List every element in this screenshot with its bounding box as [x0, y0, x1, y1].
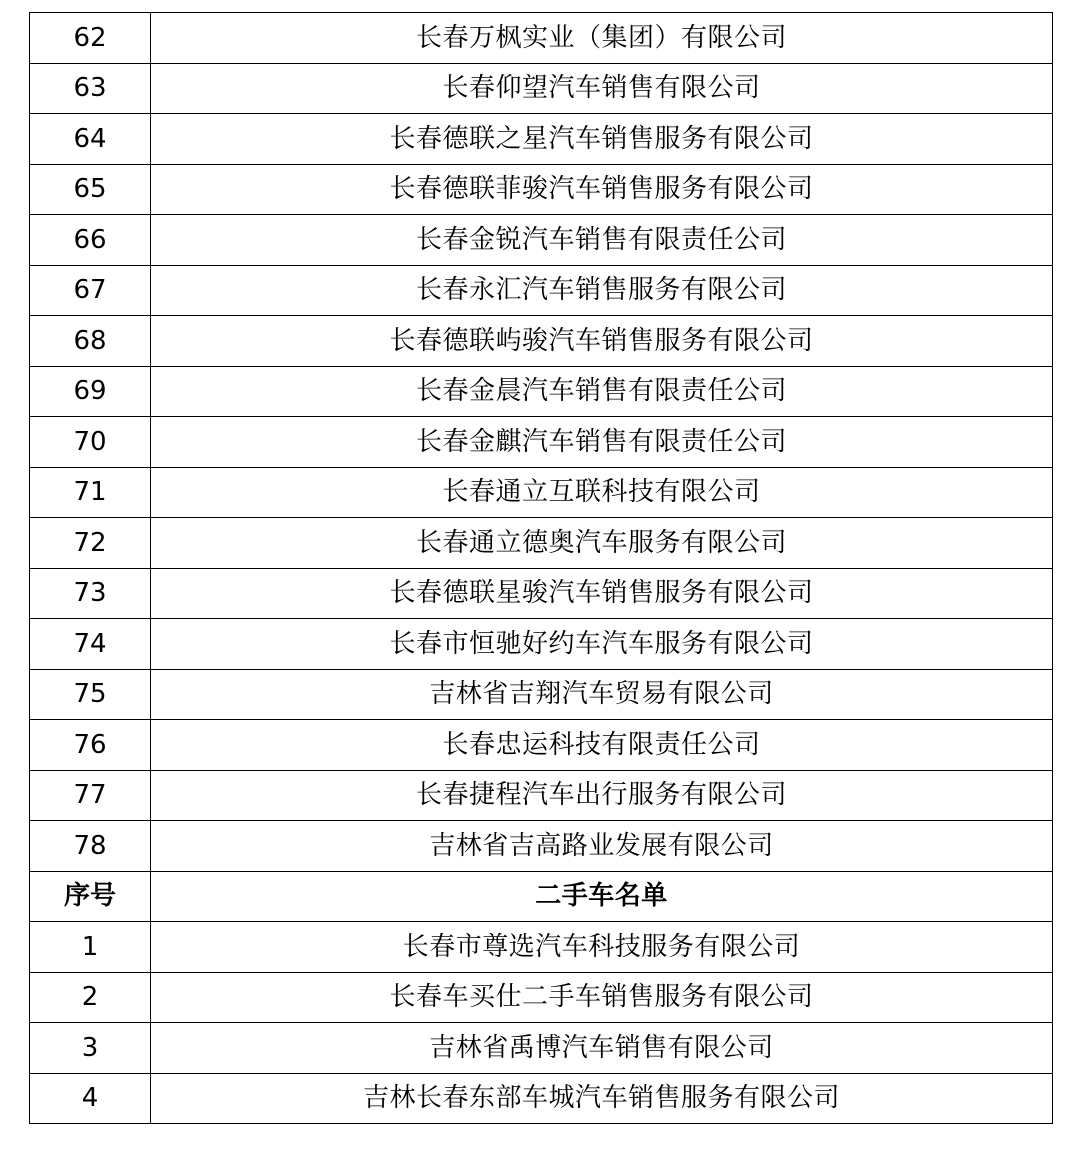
row-number: 76 [30, 720, 151, 771]
company-name: 长春仰望汽车销售有限公司 [151, 63, 1053, 114]
company-name: 长春通立互联科技有限公司 [151, 467, 1053, 518]
row-number: 3 [30, 1023, 151, 1074]
table-row [30, 265, 1053, 316]
company-name: 长春金麒汽车销售有限责任公司 [151, 417, 1053, 468]
table-row [30, 821, 1053, 872]
company-name: 长春永汇汽车销售服务有限公司 [151, 265, 1053, 316]
company-name: 长春忠运科技有限责任公司 [151, 720, 1053, 771]
table-row [30, 215, 1053, 266]
row-number: 4 [30, 1073, 151, 1124]
table-row [30, 568, 1053, 619]
table-row [30, 972, 1053, 1023]
row-number: 65 [30, 164, 151, 215]
company-name: 长春德联之星汽车销售服务有限公司 [151, 114, 1053, 165]
row-number: 73 [30, 568, 151, 619]
company-name: 吉林省禹博汽车销售有限公司 [151, 1023, 1053, 1074]
row-number: 63 [30, 63, 151, 114]
table-row [30, 63, 1053, 114]
row-number: 77 [30, 770, 151, 821]
table-row [30, 316, 1053, 367]
row-number: 2 [30, 972, 151, 1023]
company-name: 长春通立德奥汽车服务有限公司 [151, 518, 1053, 569]
company-name: 长春金锐汽车销售有限责任公司 [151, 215, 1053, 266]
table-row [30, 467, 1053, 518]
row-number: 62 [30, 13, 151, 64]
company-name: 长春德联星骏汽车销售服务有限公司 [151, 568, 1053, 619]
row-number: 74 [30, 619, 151, 670]
company-name: 吉林长春东部车城汽车销售服务有限公司 [151, 1073, 1053, 1124]
row-number: 68 [30, 316, 151, 367]
company-name: 吉林省吉翔汽车贸易有限公司 [151, 669, 1053, 720]
table-row [30, 619, 1053, 670]
company-list-table [29, 12, 1053, 1124]
company-name: 长春金晨汽车销售有限责任公司 [151, 366, 1053, 417]
table-row [30, 417, 1053, 468]
table-row [30, 1023, 1053, 1074]
table-row [30, 922, 1053, 973]
company-name: 长春万枫实业（集团）有限公司 [151, 13, 1053, 64]
company-name: 长春市尊选汽车科技服务有限公司 [151, 922, 1053, 973]
row-number: 1 [30, 922, 151, 973]
table-row [30, 164, 1053, 215]
company-name: 长春德联屿骏汽车销售服务有限公司 [151, 316, 1053, 367]
row-number: 66 [30, 215, 151, 266]
company-name: 长春德联菲骏汽车销售服务有限公司 [151, 164, 1053, 215]
table-row [30, 770, 1053, 821]
section-title: 二手车名单 [151, 871, 1053, 922]
row-number: 75 [30, 669, 151, 720]
table-row [30, 518, 1053, 569]
column-header-number: 序号 [30, 871, 151, 922]
table-row [30, 1073, 1053, 1124]
table-row [30, 13, 1053, 64]
company-name: 长春捷程汽车出行服务有限公司 [151, 770, 1053, 821]
row-number: 69 [30, 366, 151, 417]
table-row [30, 669, 1053, 720]
company-name: 长春市恒驰好约车汽车服务有限公司 [151, 619, 1053, 670]
row-number: 70 [30, 417, 151, 468]
row-number: 64 [30, 114, 151, 165]
table-row [30, 366, 1053, 417]
company-name: 长春车买仕二手车销售服务有限公司 [151, 972, 1053, 1023]
section-header-row [30, 871, 1053, 922]
row-number: 72 [30, 518, 151, 569]
table-row [30, 114, 1053, 165]
row-number: 67 [30, 265, 151, 316]
company-name: 吉林省吉高路业发展有限公司 [151, 821, 1053, 872]
row-number: 71 [30, 467, 151, 518]
row-number: 78 [30, 821, 151, 872]
table-row [30, 720, 1053, 771]
